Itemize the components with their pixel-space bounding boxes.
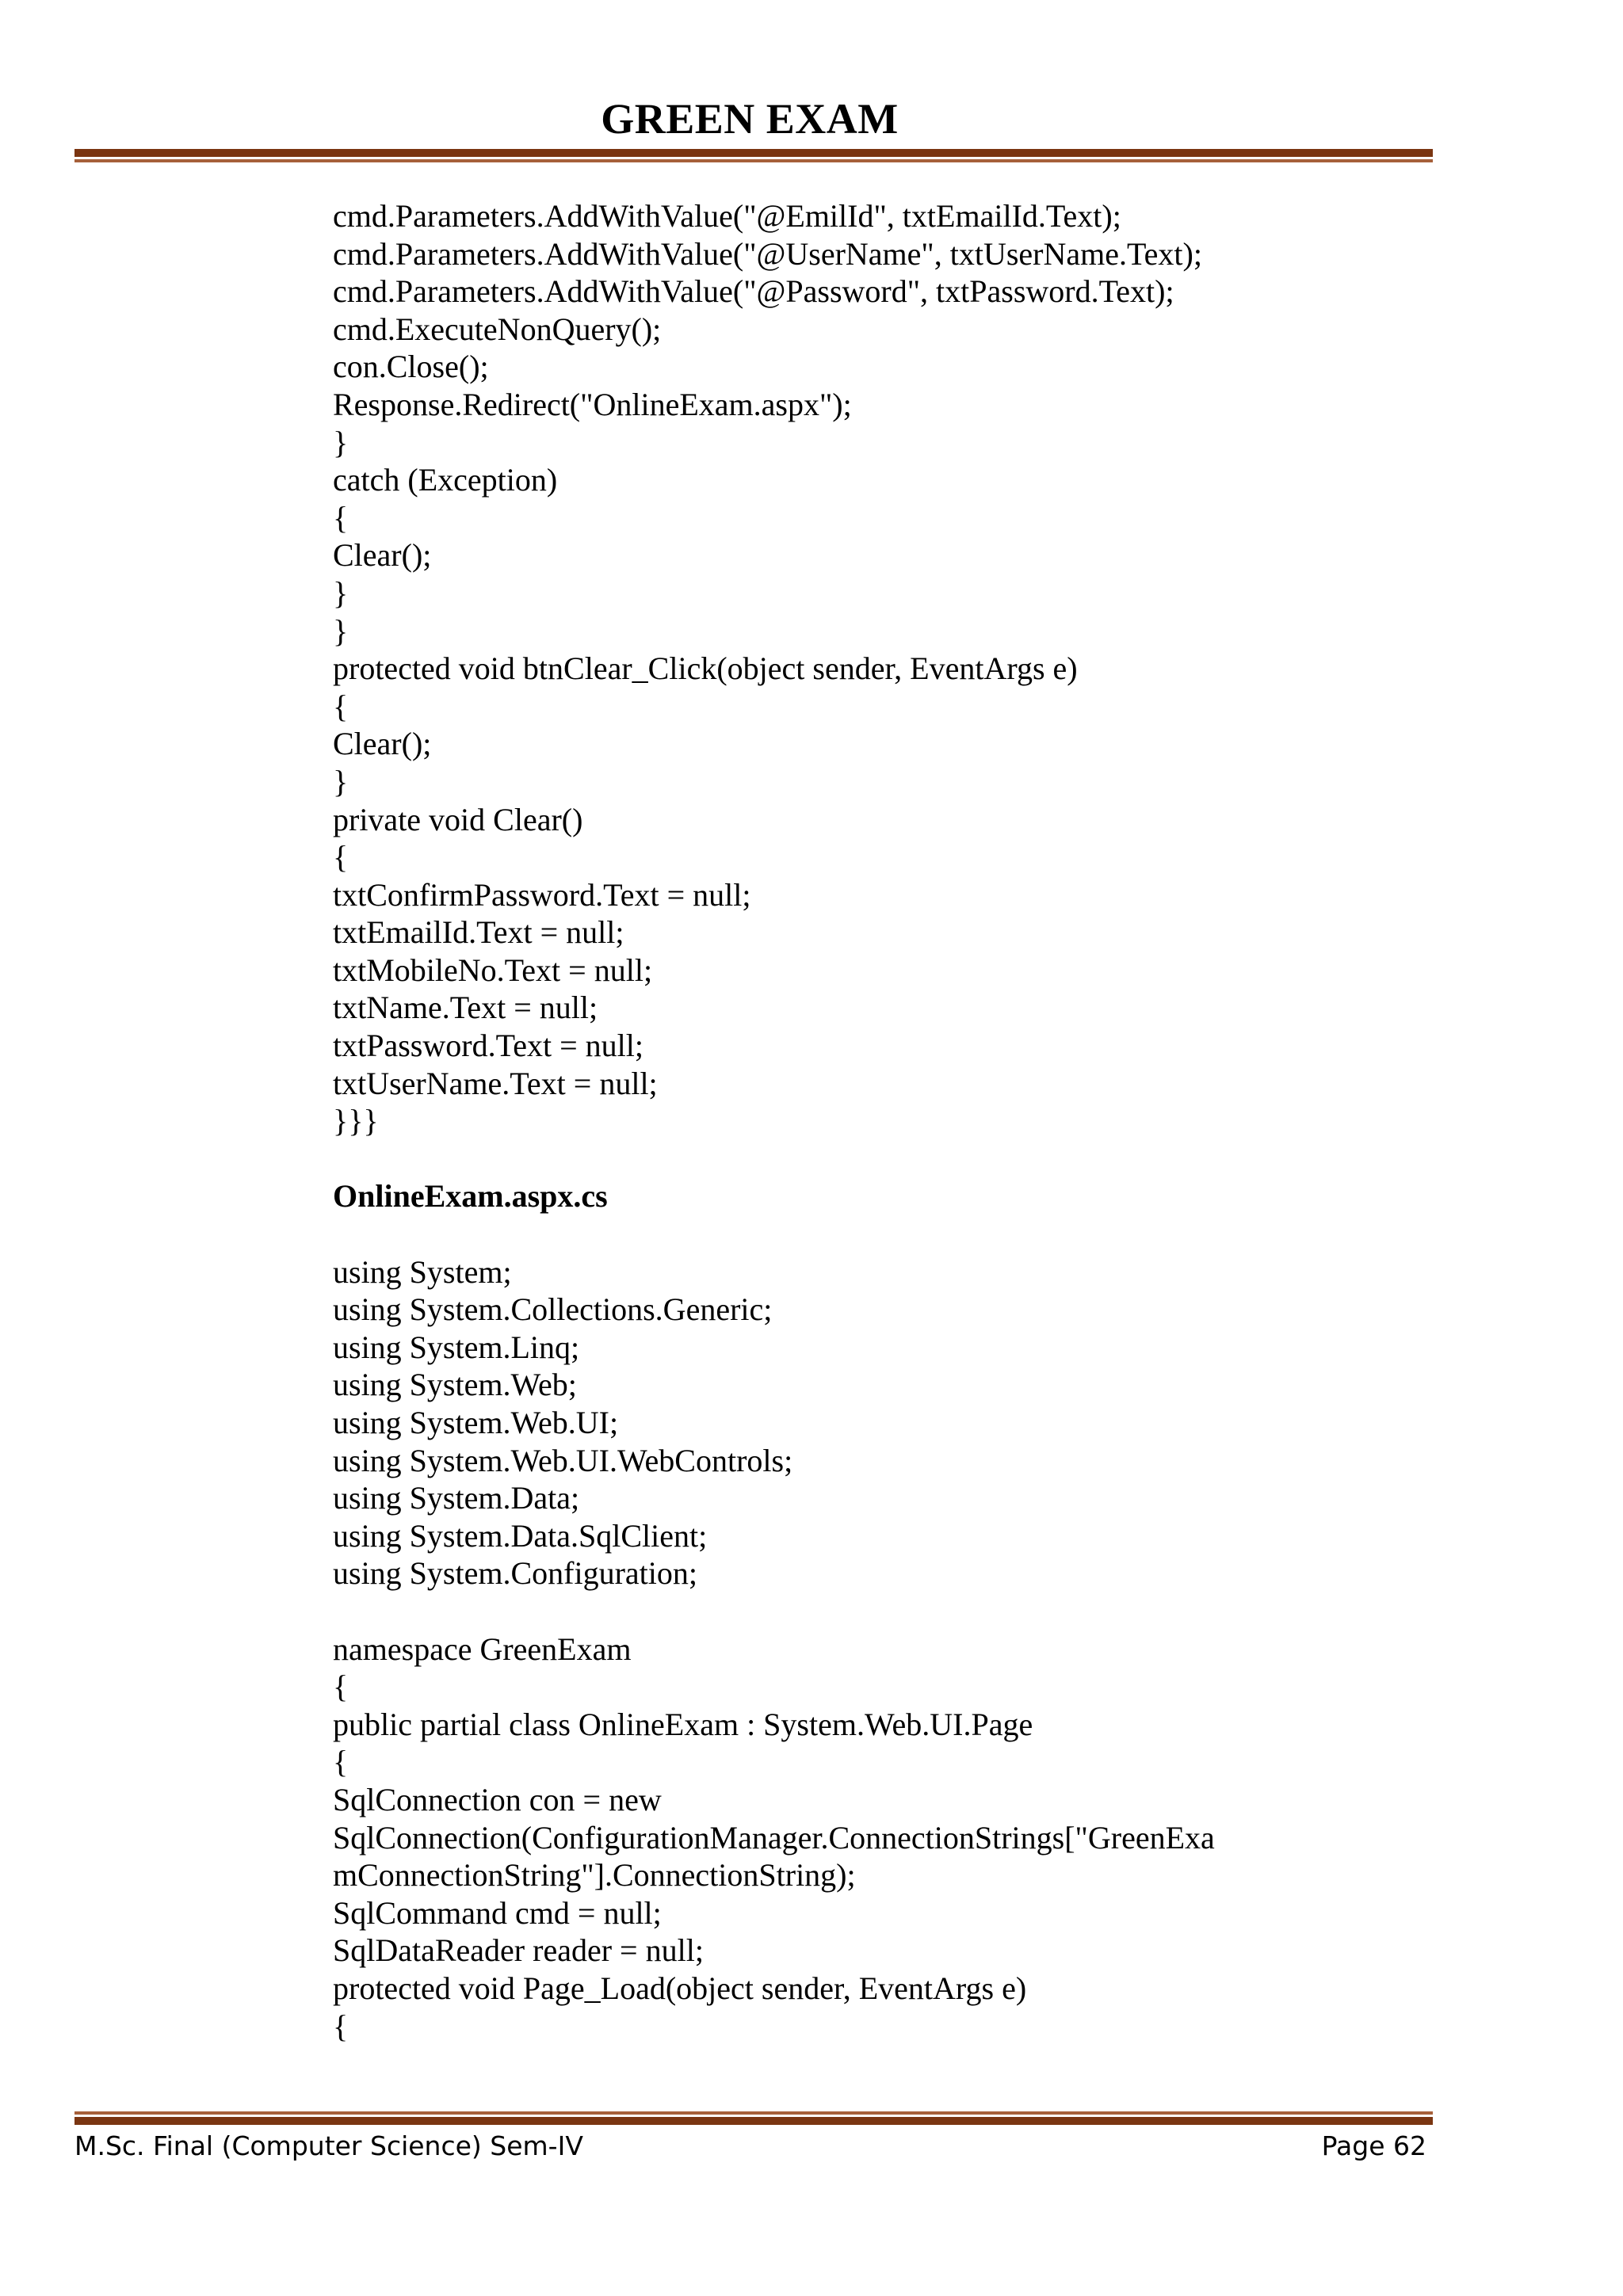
code-line: using System.Web.UI.WebControls;: [333, 1442, 793, 1478]
code-block-registration-tail: [333, 197, 1442, 1140]
code-line: {: [333, 839, 349, 875]
code-line: SqlConnection(ConfigurationManager.ConnectionStrings["GreenExa: [333, 1819, 1215, 1855]
code-line: txtEmailId.Text = null;: [333, 914, 624, 951]
code-line: }: [333, 763, 349, 799]
code-line: using System.Web;: [333, 1367, 577, 1403]
code-line: txtConfirmPassword.Text = null;: [333, 876, 751, 913]
code-block-online-exam: [333, 1630, 1442, 2046]
footer-page-number: Page 62: [1321, 2130, 1426, 2161]
code-line: mConnectionString"].ConnectionString);: [333, 1857, 856, 1894]
code-line: txtName.Text = null;: [333, 990, 598, 1026]
code-line: txtUserName.Text = null;: [333, 1065, 658, 1101]
code-line: using System.Configuration;: [333, 1555, 697, 1592]
header-divider: [74, 149, 1433, 162]
code-line: private void Clear(): [333, 801, 583, 837]
code-line: txtMobileNo.Text = null;: [333, 952, 653, 988]
code-line: }}}: [333, 1103, 379, 1139]
code-line: catch (Exception): [333, 462, 558, 498]
code-line: {: [333, 2008, 349, 2044]
code-line: SqlCommand cmd = null;: [333, 1894, 662, 1931]
code-line: cmd.Parameters.AddWithValue("@EmilId", txtEmailId.Text);: [333, 198, 1121, 234]
code-line: Clear();: [333, 726, 432, 762]
spacer: [333, 1140, 1442, 1178]
code-line: txtPassword.Text = null;: [333, 1028, 643, 1064]
code-line: con.Close();: [333, 349, 489, 385]
using-directives: [333, 1253, 1442, 1592]
spacer: [333, 1592, 1442, 1630]
code-line: using System.Collections.Generic;: [333, 1291, 773, 1328]
code-line: {: [333, 1669, 349, 1705]
code-line: using System.Web.UI;: [333, 1405, 619, 1440]
footer-course-label: M.Sc. Final (Computer Science) Sem-IV: [74, 2130, 583, 2161]
code-line: protected void btnClear_Click(object sender, EventArgs e): [333, 650, 1078, 687]
code-line: Response.Redirect("OnlineExam.aspx");: [333, 386, 852, 422]
code-line: cmd.ExecuteNonQuery();: [333, 311, 662, 347]
code-line: cmd.Parameters.AddWithValue("@Password", txtPassword.Text);: [333, 273, 1174, 310]
code-line: }: [333, 574, 349, 611]
code-line: {: [333, 499, 349, 536]
page-header-title: GREEN EXAM: [601, 95, 899, 143]
code-line: }: [333, 612, 349, 649]
code-line: }: [333, 424, 349, 460]
section-heading: OnlineExam.aspx.cs: [333, 1178, 608, 1215]
code-line: Clear();: [333, 537, 432, 574]
code-line: protected void Page_Load(object sender, EventArgs e): [333, 1970, 1027, 2006]
code-line: SqlDataReader reader = null;: [333, 1932, 704, 1969]
code-line: SqlConnection con = new: [333, 1781, 662, 1817]
code-line: using System.Data;: [333, 1480, 580, 1516]
code-line: using System.Data.SqlClient;: [333, 1517, 708, 1554]
spacer: [333, 1215, 1442, 1253]
code-line: namespace GreenExam: [333, 1630, 632, 1667]
code-content: [333, 197, 1442, 2045]
footer-divider: [74, 2111, 1433, 2125]
code-line: using System;: [333, 1253, 512, 1290]
code-line: {: [333, 1744, 349, 1780]
code-line: using System.Linq;: [333, 1329, 580, 1365]
code-line: public partial class OnlineExam : System.Web.UI.Page: [333, 1706, 1033, 1742]
code-line: {: [333, 688, 349, 724]
code-line: cmd.Parameters.AddWithValue("@UserName", txtUserName.Text);: [333, 235, 1202, 272]
